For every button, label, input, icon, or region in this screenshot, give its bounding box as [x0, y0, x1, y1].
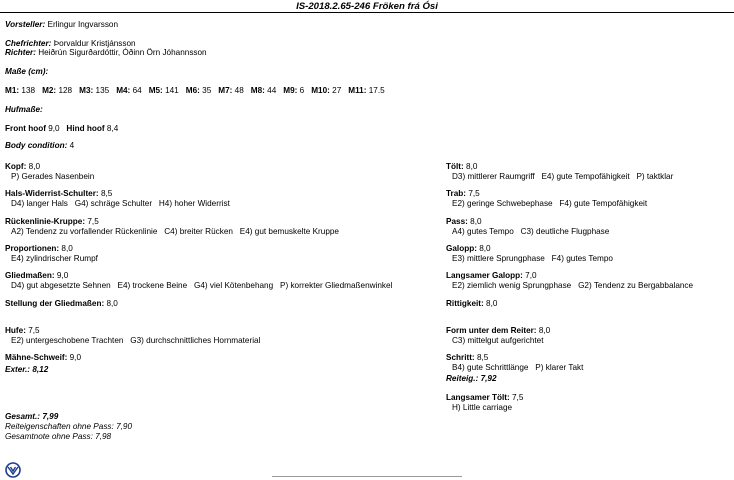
score-label: Gliedmaßen:	[5, 271, 55, 281]
measurement-key: M3:	[79, 86, 94, 95]
score-value: 7,5	[468, 189, 480, 199]
measurement-key: M7:	[218, 86, 233, 95]
score-value: 8,0	[106, 298, 118, 308]
measurement-value: 138	[21, 86, 36, 95]
measurement-value: 135	[95, 86, 110, 95]
measurement-key: M2:	[42, 86, 57, 95]
gesamt-ohne-pass-label: Gesamtnote ohne Pass:	[5, 432, 93, 441]
score-notes: E2) untergeschobene Trachten G3) durchschnittliches Hornmaterial	[11, 335, 261, 345]
measurement-value: 141	[165, 86, 179, 95]
score-value: 8,0	[61, 243, 73, 253]
measurements-row	[5, 86, 392, 95]
score-block	[446, 271, 693, 291]
score-notes: C3) mittelgut aufgerichtet	[452, 335, 544, 345]
measurement-value: 128	[58, 86, 73, 95]
score-value: 7,5	[87, 216, 99, 226]
measurement-key: M8:	[250, 86, 265, 95]
exterieur-total-value: 8,12	[32, 365, 49, 374]
footer-divider	[272, 476, 462, 477]
score-value: 8,0	[466, 162, 478, 171]
gesamt-label: Gesamt.:	[5, 412, 41, 421]
score-value: 9,0	[56, 271, 69, 281]
reiteig-total-label: Reiteig.:	[446, 374, 479, 383]
score-label: Rückenlinie-Kruppe:	[5, 216, 86, 226]
reiteig-total-value: 7,92	[480, 374, 497, 383]
score-label: Proportionen:	[5, 243, 60, 253]
score-notes: A2) Tendenz zu vorfallender Rückenlinie C4) breiter Rücken E4) gut bemuskelte Kruppe	[11, 226, 339, 236]
ohne-pass-value: 7,90	[116, 422, 133, 431]
score-notes: P) Gerades Nasenbein	[11, 172, 95, 181]
body-condition-label: Body condition:	[5, 141, 68, 150]
score-block	[446, 244, 613, 264]
score-block	[5, 244, 98, 264]
score-block	[446, 189, 647, 209]
richter-row	[5, 48, 207, 57]
gesamt-ohne-pass-value: 7,98	[95, 432, 112, 441]
score-notes: E2) ziemlich wenig Sprungphase G2) Tendenz zu Bergabbalance	[452, 281, 694, 291]
front-hoof-value: 9,0	[48, 124, 60, 133]
measurement-key: M6:	[185, 86, 200, 95]
score-notes: E3) mittlere Sprungphase F4) gutes Tempo	[452, 253, 613, 263]
vorsteller-label: Vorsteller:	[5, 20, 46, 29]
score-value: 8,0	[479, 243, 491, 253]
score-value: 9,0	[69, 353, 81, 363]
score-value: 8,0	[470, 216, 482, 226]
score-block	[5, 299, 118, 309]
score-label: Form unter dem Reiter:	[446, 325, 537, 335]
score-label: Schritt:	[446, 353, 475, 363]
exterieur-total	[5, 365, 48, 374]
hind-hoof-value: 8,4	[106, 124, 119, 133]
measurement-key: M1:	[5, 86, 20, 95]
body-condition-row	[5, 141, 74, 150]
measurement-value: 44	[267, 86, 277, 95]
page-title: IS-2018.2.65-246 Fröken frá Ósi	[296, 1, 438, 12]
score-block	[446, 299, 497, 309]
score-notes: E2) geringe Schwebephase F4) gute Tempofähigkeit	[452, 199, 648, 209]
score-notes: A4) gutes Tempo C3) deutliche Flugphase	[452, 226, 610, 236]
richter-names: Heiðrún Sigurðardóttir, Óðinn Örn Jóhannsson	[38, 48, 207, 57]
measurement-value: 17.5	[368, 86, 385, 95]
score-block	[5, 189, 230, 209]
score-value: 7,0	[525, 271, 537, 281]
body-condition-value: 4	[69, 141, 75, 150]
langsamer-toelt-score: 7,5	[511, 393, 524, 402]
score-label: Langsamer Galopp:	[446, 271, 523, 281]
chefrichter-label: Chefrichter:	[5, 39, 52, 48]
measurement-key: M11:	[348, 86, 367, 95]
score-value: 8,5	[100, 189, 113, 199]
measurement-value: 48	[234, 86, 244, 95]
score-block	[446, 162, 673, 182]
langsamer-toelt-notes: H) Little carriage	[452, 403, 513, 412]
ohne-pass-label: Reiteigenschaften ohne Pass:	[5, 422, 114, 431]
score-label: Trab:	[446, 189, 467, 199]
score-label: Galopp:	[446, 243, 477, 253]
score-value: 8,0	[538, 325, 551, 335]
wf-logo-icon	[5, 462, 21, 478]
masse-heading: Maße (cm):	[5, 67, 49, 76]
richter-label: Richter:	[5, 48, 36, 57]
chefrichter-name: Þorvaldur Kristjánsson	[53, 39, 136, 48]
score-block	[5, 326, 260, 346]
score-label: Hufe:	[5, 325, 26, 335]
measurement-value: 6	[299, 86, 305, 95]
vorsteller-row	[5, 20, 118, 29]
score-notes: E4) zylindrischer Rumpf	[11, 253, 98, 263]
score-block	[5, 162, 94, 182]
score-label: Stellung der Gliedmaßen:	[5, 298, 105, 308]
measurement-key: M10:	[311, 86, 330, 95]
score-label: Kopf:	[5, 162, 27, 171]
score-notes: D4) langer Hals G4) schräge Schulter H4) hoher Widerrist	[11, 199, 230, 209]
score-notes: D3) mittlerer Raumgriff E4) gute Tempofähigkeit P) taktklar	[452, 172, 674, 181]
score-value: 7,5	[28, 325, 40, 335]
score-label: Mähne-Schweif:	[5, 353, 68, 363]
score-block	[446, 353, 583, 373]
score-block	[5, 353, 81, 363]
langsamer-toelt-block	[446, 393, 523, 413]
score-label: Tölt:	[446, 162, 464, 171]
reiteig-total	[446, 374, 497, 383]
header-divider	[0, 12, 734, 13]
measurement-value: 27	[332, 86, 342, 95]
measurement-key: M4:	[116, 86, 131, 95]
score-value: 8,0	[486, 298, 498, 308]
measurement-key: M5:	[148, 86, 163, 95]
measurement-value: 35	[202, 86, 212, 95]
score-block	[446, 217, 609, 237]
measurement-key: M9:	[283, 86, 298, 95]
score-block	[5, 217, 339, 237]
score-block	[5, 271, 392, 291]
hoof-row	[5, 124, 118, 133]
hufmasse-heading: Hufmaße:	[5, 105, 43, 114]
hind-hoof-label: Hind hoof	[66, 124, 105, 133]
score-block	[446, 326, 550, 346]
totals-block	[5, 412, 132, 442]
score-notes: B4) gute Schrittlänge P) klarer Takt	[452, 363, 584, 373]
score-label: Pass:	[446, 216, 468, 226]
score-value: 8,0	[28, 162, 41, 171]
measurement-value: 64	[132, 86, 142, 95]
exterieur-total-label: Exter.:	[5, 365, 31, 374]
vorsteller-name: Erlingur Ingvarsson	[47, 20, 119, 29]
score-notes: D4) gut abgesetzte Sehnen E4) trockene Beine G4) viel Kötenbehang P) korrekter Gliedmaßenwinkel	[11, 281, 393, 291]
front-hoof-label: Front hoof	[5, 124, 46, 133]
score-label: Hals-Widerrist-Schulter:	[5, 189, 99, 199]
langsamer-toelt-label: Langsamer Tölt:	[446, 393, 510, 402]
score-value: 8,5	[476, 353, 489, 363]
score-label: Rittigkeit:	[446, 298, 484, 308]
chefrichter-row	[5, 39, 136, 48]
gesamt-value: 7,99	[42, 412, 59, 421]
